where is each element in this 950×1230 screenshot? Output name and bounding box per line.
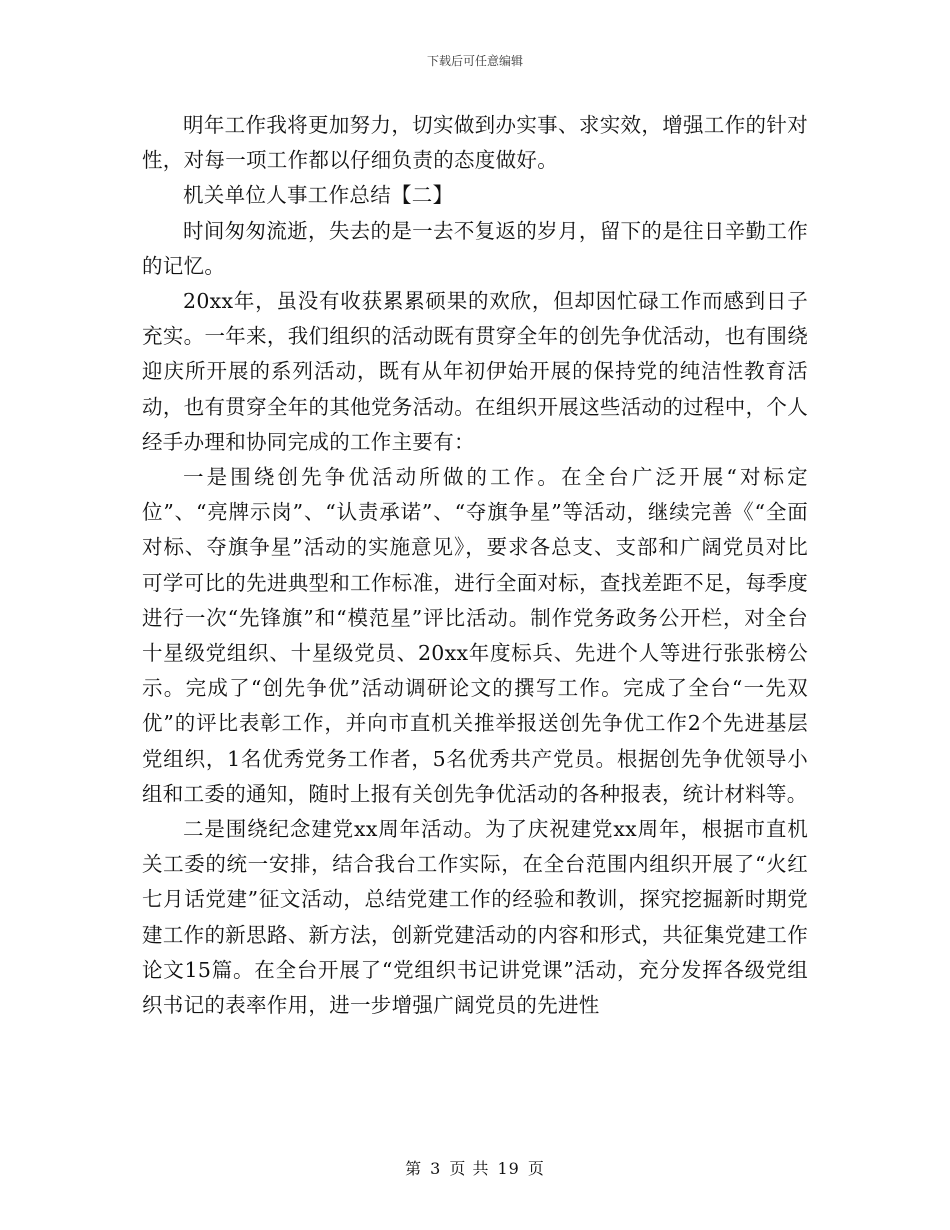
paragraph-item-two: 二是围绕纪念建党xx周年活动。为了庆祝建党xx周年，根据市直机关工委的统一安排，结合我台工作实际，在全台范围内组织开展了“火红七月话党建”征文活动，总结党建工作的经验和教训，探究挖掘新时期党建工作的新思路、新方法，创新党建活动的内容和形式，共征集党建工作论文15篇。在全台开展了“党组织书记讲党课”活动，充分发挥各级党组织书记的表率作用，进一步增强广阔党员的先进性 [142, 817, 808, 1018]
footer-prefix: 第 [405, 1159, 423, 1178]
document-body [142, 108, 808, 1023]
current-page-number: 3 [430, 1159, 442, 1178]
page-footer [0, 1156, 950, 1179]
paragraph-item-one: 一是围绕创先争优活动所做的工作。在全台广泛开展“对标定位”、“亮牌示岗”、“认责承诺”、“夺旗争星”等活动，继续完善《“全面对标、夺旗争星”活动的实施意见》，要求各总支、支部和广阔党员对比可学可比的先进典型和工作标准，进行全面对标，查找差距不足，每季度进行一次“先锋旗”和“模范星”评比活动。制作党务政务公开栏，对全台十星级党组织、十星级党员、20xx年度标兵、先进个人等进行张张榜公示。完成了“创先争优”活动调研论文的撰写工作。完成了全台“一先双优”的评比表彰工作，并向市直机关推举报送创先争优工作2个先进基层党组织，1名优秀党务工作者，5名优秀共产党员。根据创先争优领导小组和工委的通知，随时上报有关创先争优活动的各种报表，统计材料等。 [142, 465, 808, 806]
total-page-count: 19 [497, 1159, 520, 1178]
footer-suffix: 页 [527, 1159, 545, 1178]
header-note: 下载后可任意编辑 [426, 54, 523, 68]
section-heading: 机关单位人事工作总结【二】 [183, 183, 454, 208]
paragraph-closing: 明年工作我将更加努力，切实做到办实事、求实效，增强工作的针对性，对每一项工作都以仔细负责的态度做好。 [142, 113, 808, 173]
footer-mid: 页 共 [449, 1159, 490, 1178]
paragraph-intro: 时间匆匆流逝，失去的是一去不复返的岁月，留下的是往日辛勤工作的记忆。 [142, 218, 808, 278]
paragraph-overview: 20xx年，虽没有收获累累硕果的欢欣，但却因忙碌工作而感到日子充实。一年来，我们组织的活动既有贯穿全年的创先争优活动，也有围绕迎庆所开展的系列活动，既有从年初伊始开展的保持党的纯洁性教育活动，也有贯穿全年的其他党务活动。在组织开展这些活动的过程中，个人经手办理和协同完成的工作主要有： [142, 289, 808, 454]
